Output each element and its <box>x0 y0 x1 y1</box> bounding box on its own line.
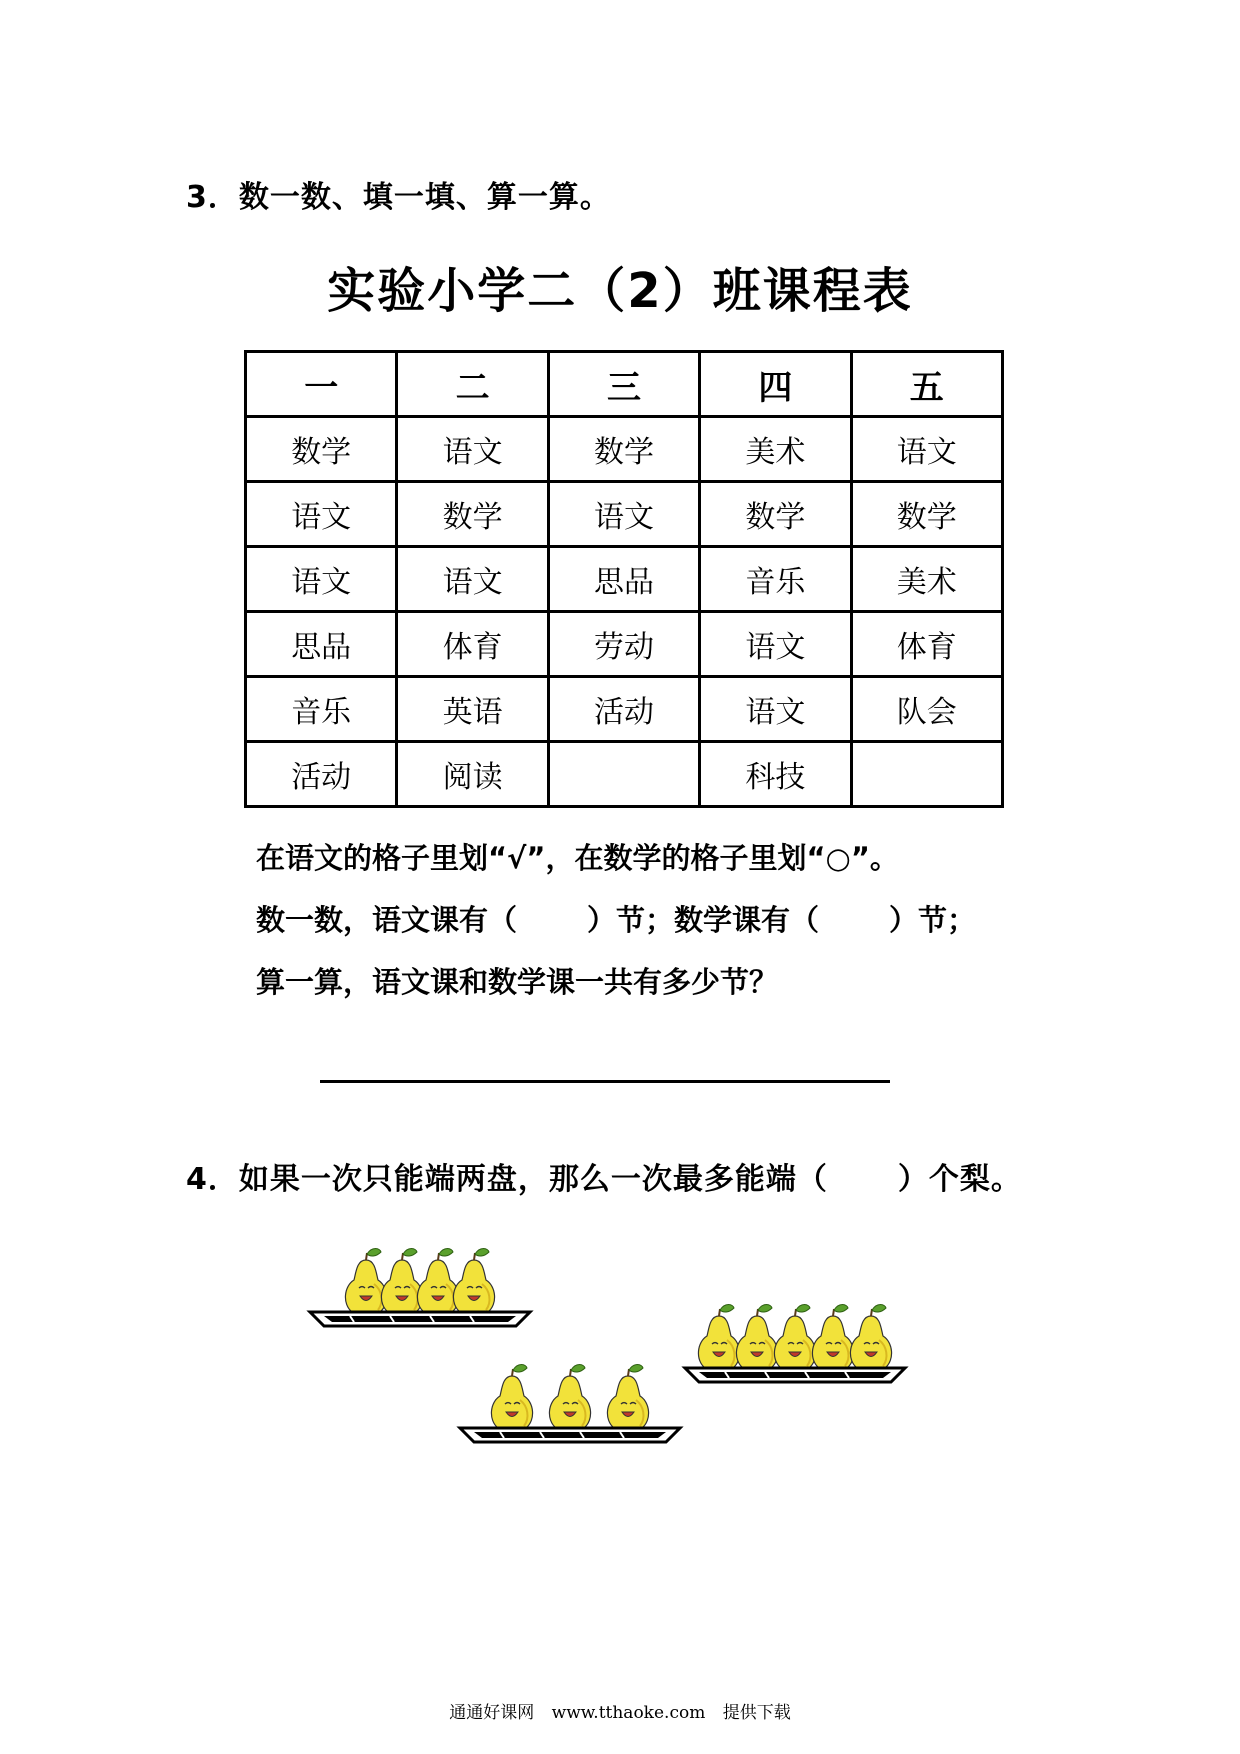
schedule-cell[interactable]: 语文 <box>851 417 1002 482</box>
pear-plates-illustration <box>300 1230 940 1470</box>
schedule-cell[interactable]: 语文 <box>246 482 397 547</box>
q4-text-1: 4．如果一次只能端两盘，那么一次最多能端（ <box>186 1162 828 1197</box>
count-text-1: 数一数，语文课有（ <box>256 903 518 937</box>
schedule-cell[interactable] <box>851 742 1002 807</box>
schedule-cell[interactable]: 思品 <box>548 547 699 612</box>
plate-with-4-pears <box>310 1249 530 1327</box>
schedule-cell[interactable] <box>548 742 699 807</box>
schedule-cell[interactable]: 音乐 <box>700 547 851 612</box>
schedule-cell[interactable]: 思品 <box>246 612 397 677</box>
schedule-cell[interactable]: 语文 <box>700 677 851 742</box>
pear-icon <box>491 1365 532 1433</box>
pear-icon <box>698 1305 739 1373</box>
pear-icon <box>607 1365 648 1433</box>
schedule-cell[interactable]: 美术 <box>851 547 1002 612</box>
schedule-cell[interactable]: 数学 <box>397 482 548 547</box>
question-4-text <box>186 1154 1022 1198</box>
schedule-cell[interactable]: 音乐 <box>246 677 397 742</box>
pear-icon <box>774 1305 815 1373</box>
schedule-cell[interactable]: 语文 <box>246 547 397 612</box>
plate-with-5-pears <box>685 1305 905 1383</box>
schedule-cell[interactable]: 劳动 <box>548 612 699 677</box>
footer-site-name: 通通好课网 <box>449 1703 535 1723</box>
schedule-row <box>246 742 1003 807</box>
count-text-2: ）节；数学课有（ <box>587 903 820 937</box>
calc-question: 算一算，语文课和数学课一共有多少节？ <box>256 965 779 999</box>
schedule-cell[interactable]: 美术 <box>700 417 851 482</box>
schedule-cell[interactable]: 活动 <box>246 742 397 807</box>
count-text-3: ）节； <box>889 903 977 937</box>
plate-icon <box>460 1428 680 1442</box>
schedule-row <box>246 417 1003 482</box>
schedule-cell[interactable]: 科技 <box>700 742 851 807</box>
pear-icon <box>345 1249 386 1317</box>
pear-icon <box>850 1305 891 1373</box>
schedule-cell[interactable]: 体育 <box>851 612 1002 677</box>
schedule-cell[interactable]: 英语 <box>397 677 548 742</box>
count-line <box>256 898 976 939</box>
schedule-cell[interactable]: 活动 <box>548 677 699 742</box>
schedule-cell[interactable]: 数学 <box>851 482 1002 547</box>
schedule-cell[interactable]: 语文 <box>397 417 548 482</box>
instruction-text: 在语文的格子里划“√”，在数学的格子里划“○”。 <box>256 841 899 875</box>
plate-with-3-pears <box>460 1365 680 1443</box>
schedule-cell[interactable]: 数学 <box>548 417 699 482</box>
header-cell: 五 <box>851 352 1002 417</box>
schedule-cell[interactable]: 数学 <box>246 417 397 482</box>
pear-icon <box>549 1365 590 1433</box>
schedule-header-row <box>246 352 1003 417</box>
question-3-title: 3．数一数、填一填、算一算。 <box>186 180 611 215</box>
answer-line[interactable] <box>320 1080 890 1083</box>
footer-suffix: 提供下载 <box>722 1703 791 1723</box>
header-cell: 三 <box>548 352 699 417</box>
schedule-cell[interactable]: 队会 <box>851 677 1002 742</box>
schedule-cell[interactable]: 语文 <box>700 612 851 677</box>
header-cell: 四 <box>700 352 851 417</box>
schedule-title: 实验小学二（2）班课程表 <box>327 263 913 319</box>
header-cell: 一 <box>246 352 397 417</box>
schedule-row <box>246 547 1003 612</box>
q4-text-2: ）个梨。 <box>897 1162 1022 1197</box>
pear-icon <box>736 1305 777 1373</box>
schedule-row <box>246 677 1003 742</box>
schedule-table <box>244 350 1004 808</box>
schedule-row <box>246 612 1003 677</box>
plate-icon <box>310 1312 530 1326</box>
footer-url[interactable]: www.tthaoke.com <box>551 1703 706 1723</box>
plate-icon <box>685 1368 905 1382</box>
pear-icon <box>381 1249 422 1317</box>
pear-icon <box>453 1249 494 1317</box>
pear-icon <box>812 1305 853 1373</box>
schedule-cell[interactable]: 数学 <box>700 482 851 547</box>
header-cell: 二 <box>397 352 548 417</box>
footer <box>0 1698 1240 1723</box>
schedule-cell[interactable]: 体育 <box>397 612 548 677</box>
schedule-row <box>246 482 1003 547</box>
pear-icon <box>417 1249 458 1317</box>
schedule-cell[interactable]: 阅读 <box>397 742 548 807</box>
schedule-cell[interactable]: 语文 <box>548 482 699 547</box>
schedule-cell[interactable]: 语文 <box>397 547 548 612</box>
